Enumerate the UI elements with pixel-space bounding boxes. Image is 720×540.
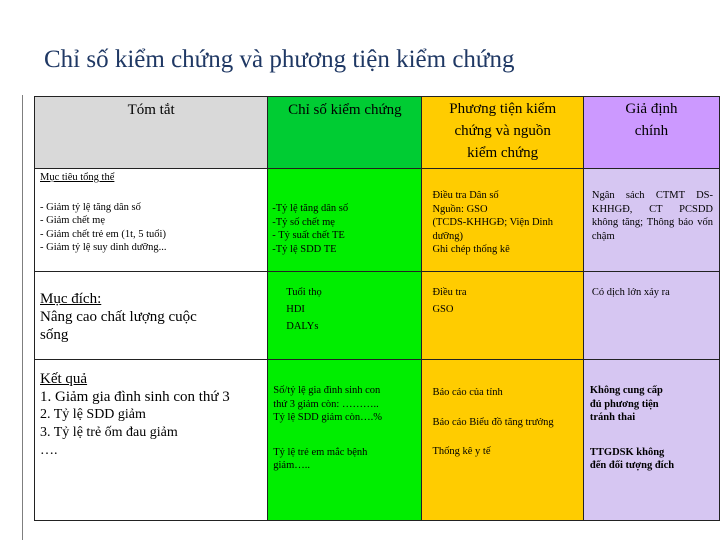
results-summary-line: ….: [40, 443, 58, 458]
results-label: Kết quả: [40, 371, 88, 387]
purpose-indicator-line: HDI: [286, 304, 305, 315]
header-means-line: chứng và nguồn: [454, 123, 551, 139]
overall-goal-label: Mục tiêu tổng thể: [40, 172, 115, 183]
overall-indicator-line: -Tỷ số chết mẹ: [272, 216, 335, 228]
results-means-line: Báo cáo Biểu đồ tăng trưởng: [432, 416, 554, 428]
overall-summary-line: - Giảm tỷ lệ tăng dân số: [40, 201, 141, 213]
results-means-line: Thống kê y tế: [432, 446, 491, 457]
overall-summary-line: - Giảm tỷ lệ suy dinh dưỡng...: [40, 242, 167, 253]
header-summary: [35, 97, 268, 169]
results-assumption-cell: [583, 360, 719, 521]
overall-assumption-text: Ngân sách CTMT DS-KHHGĐ, CT PCSDD không tăng; Thông báo vốn chậm: [591, 190, 713, 242]
purpose-label: Mục đích:: [40, 291, 102, 307]
overall-means-cell: [422, 169, 583, 272]
purpose-means-cell: [422, 272, 583, 360]
purpose-assumption-text: Có dịch lớn xảy ra: [591, 287, 670, 298]
slide-title: Chỉ số kiểm chứng và phương tiện kiểm chứng: [44, 46, 515, 73]
header-means-line: kiểm chứng: [467, 145, 539, 161]
left-rule: [22, 95, 23, 540]
header-assumptions-line: chính: [634, 123, 669, 139]
results-indicator-line: Tỷ lệ SDD giảm còn….%: [273, 412, 383, 423]
header-indicators-label: Chỉ số kiểm chứng: [288, 102, 402, 118]
overall-means-line: Nguồn: GSO: [432, 203, 488, 215]
results-indicator-line: thứ 3 giảm còn: ………..: [273, 398, 379, 410]
header-assumptions-line: Giả định: [625, 101, 678, 117]
purpose-indicator-line: Tuổi thọ: [286, 287, 322, 298]
results-means-line: Báo cáo của tỉnh: [432, 387, 503, 398]
purpose-summary-line: sống: [40, 327, 69, 343]
overall-means-line: (TCDS-KHHGĐ; Viện Dinh: [432, 217, 553, 228]
logframe-table: [34, 96, 720, 521]
results-means-cell: [422, 360, 583, 521]
results-assumption-line: tránh thai: [589, 412, 636, 423]
results-assumption-line: đủ phương tiện: [589, 398, 659, 410]
purpose-summary-cell: [35, 272, 268, 360]
results-summary-line: 2. Tỷ lệ SDD giảm: [40, 407, 146, 422]
overall-means-line: dưỡng): [432, 230, 463, 242]
overall-indicator-line: -Tỷ lệ tăng dân số: [272, 203, 349, 214]
header-means-line: Phương tiện kiểm: [449, 101, 557, 117]
overall-means-line: Điều tra Dân số: [432, 190, 499, 201]
results-indicator-line: Số/tỷ lệ gia đình sinh con: [273, 385, 381, 396]
results-assumption-line: Không cung cấp: [589, 385, 663, 396]
overall-summary-cell: [35, 169, 268, 272]
purpose-indicator-line: DALYs: [286, 321, 319, 332]
header-row: [35, 97, 720, 169]
results-summary-line: 3. Tỷ lệ trẻ ốm đau giảm: [40, 425, 178, 440]
purpose-row: [35, 272, 720, 360]
results-assumption-line: TTGDSK không: [589, 446, 665, 458]
results-indicator-line: giảm…..: [273, 460, 311, 471]
results-summary-cell: [35, 360, 268, 521]
overall-indicator-line: - Tỷ suất chết TE: [272, 230, 345, 241]
overall-summary-line: - Giảm chết mẹ: [40, 215, 106, 226]
results-row: [35, 360, 720, 521]
header-assumptions: [583, 97, 719, 169]
header-means: [422, 97, 583, 169]
overall-summary-line: - Giảm chết trẻ em (1t, 5 tuổi): [40, 228, 166, 240]
purpose-means-line: GSO: [432, 304, 454, 315]
overall-goal-row: [35, 169, 720, 272]
purpose-assumption-cell: [583, 272, 719, 360]
purpose-summary-line: Nâng cao chất lượng cuộc: [40, 309, 197, 325]
overall-indicators-cell: [268, 169, 422, 272]
purpose-indicators-cell: [268, 272, 422, 360]
results-indicator-line: Tỷ lệ trẻ em mắc bệnh: [273, 446, 368, 458]
results-assumption-line: đến đối tượng đích: [589, 460, 675, 471]
header-summary-label: Tóm tắt: [127, 102, 175, 118]
results-indicators-cell: [268, 360, 422, 521]
header-indicators: [268, 97, 422, 169]
overall-means-line: Ghi chép thống kê: [432, 244, 510, 255]
overall-indicator-line: -Tỷ lệ SDD TE: [272, 243, 337, 255]
overall-assumption-cell: [583, 169, 719, 272]
results-summary-line: 1. Giảm gia đình sinh con thứ 3: [40, 389, 230, 405]
purpose-means-line: Điều tra: [432, 287, 467, 298]
